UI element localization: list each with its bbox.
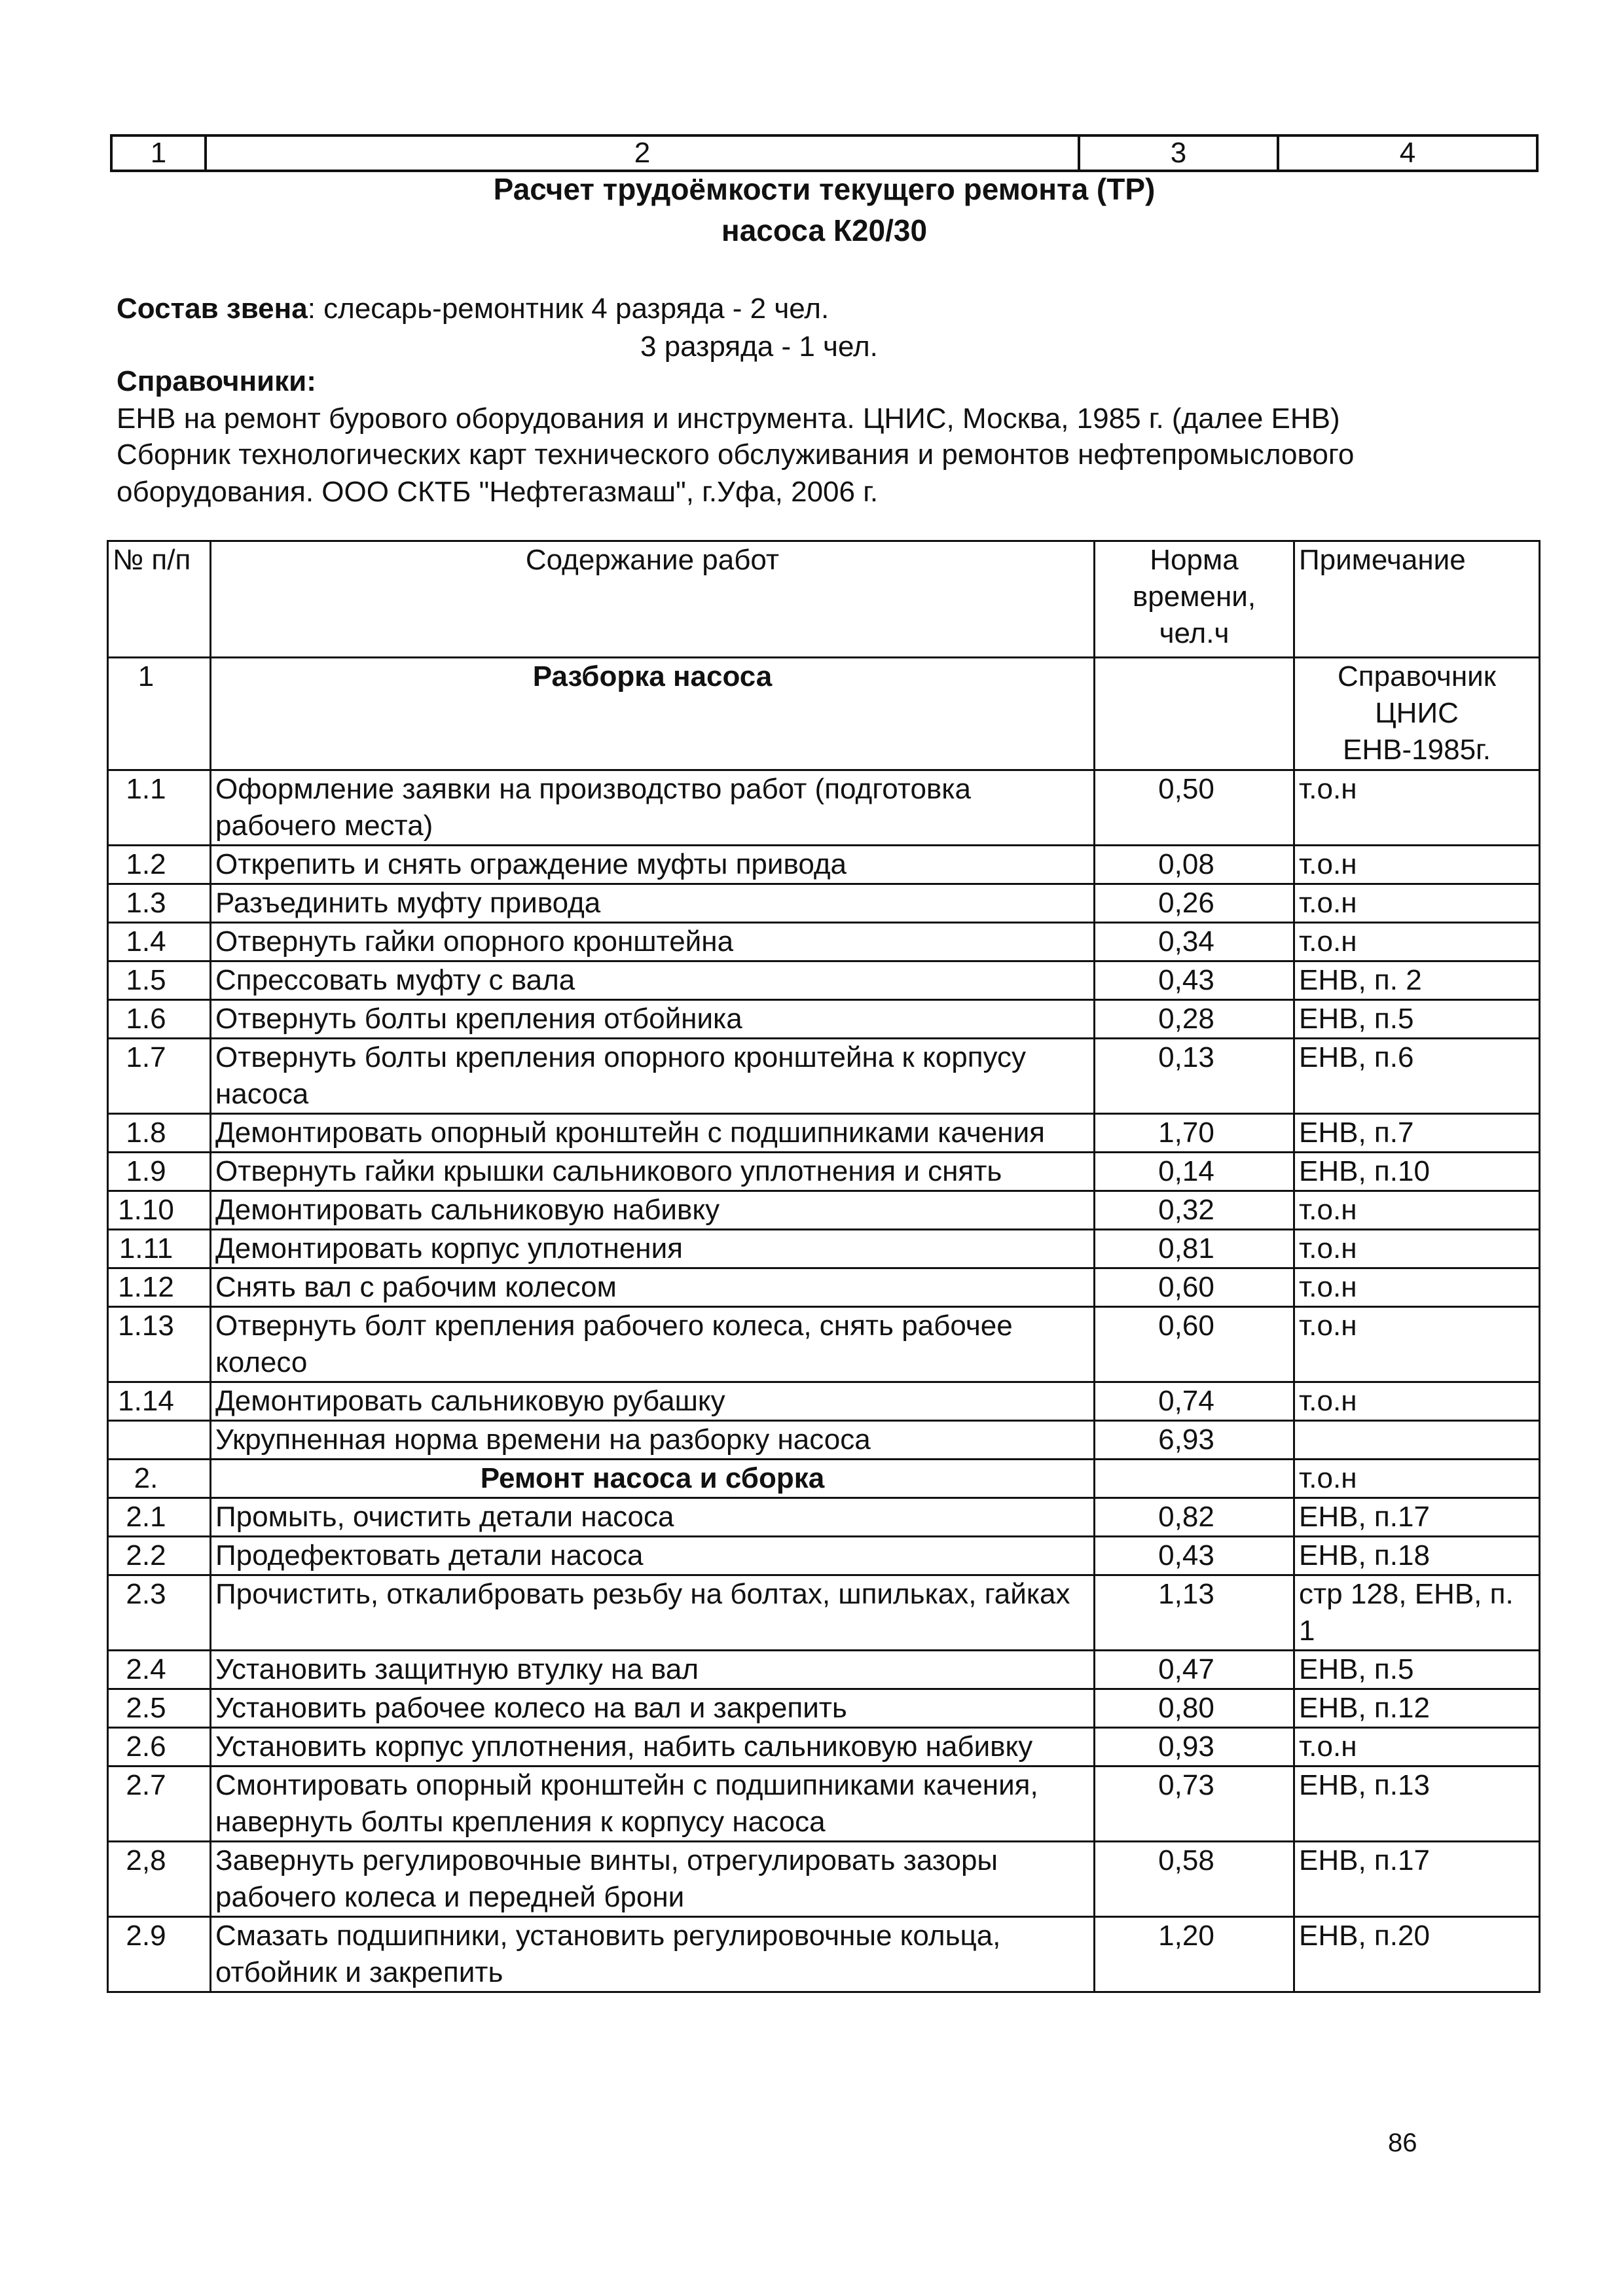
- row-work: Отвернуть болты крепления отбойника: [211, 1000, 1095, 1039]
- row-work: Открепить и снять ограждение муфты привода: [211, 846, 1095, 884]
- row-work: Снять вал с рабочим колесом: [211, 1268, 1095, 1307]
- row-number: 1.13: [108, 1307, 211, 1382]
- row-work: Смазать подшипники, установить регулировочные кольца, отбойник и закрепить: [211, 1917, 1095, 1992]
- row-norm: 0,47: [1095, 1651, 1294, 1689]
- row-work: Смонтировать опорный кронштейн с подшипниками качения, навернуть болты крепления к корпусу насоса: [211, 1767, 1095, 1842]
- row-note: ЕНВ, п.17: [1294, 1842, 1540, 1917]
- table-row: [108, 1230, 1540, 1268]
- labor-table: [107, 540, 1541, 1993]
- column-number-3: 3: [1079, 135, 1278, 171]
- column-number-1: 1: [111, 135, 206, 171]
- section-2-note: т.о.н: [1294, 1460, 1540, 1498]
- section-1-title: Разборка насоса: [211, 658, 1095, 770]
- row-norm: 0,58: [1095, 1842, 1294, 1917]
- table-row: [108, 923, 1540, 961]
- row-norm: 0,60: [1095, 1307, 1294, 1382]
- table-row: [108, 846, 1540, 884]
- row-norm: 0,34: [1095, 923, 1294, 961]
- row-note: т.о.н: [1294, 884, 1540, 923]
- row-norm: 0,80: [1095, 1689, 1294, 1728]
- row-number: [108, 1421, 211, 1460]
- table-row: [108, 1767, 1540, 1842]
- row-norm: 1,13: [1095, 1575, 1294, 1651]
- row-norm: 0,73: [1095, 1767, 1294, 1842]
- header-no: № п/п: [108, 541, 211, 658]
- row-work: Завернуть регулировочные винты, отрегулировать зазоры рабочего колеса и передней брони: [211, 1842, 1095, 1917]
- row-note: ЕНВ, п.5: [1294, 1651, 1540, 1689]
- table-row: [108, 1114, 1540, 1153]
- row-note: ЕНВ, п.7: [1294, 1114, 1540, 1153]
- row-note: стр 128, ЕНВ, п. 1: [1294, 1575, 1540, 1651]
- row-note: ЕНВ, п. 2: [1294, 961, 1540, 1000]
- crew-text-1: : слесарь-ремонтник 4 разряда - 2 чел.: [307, 293, 830, 325]
- row-norm: 0,13: [1095, 1039, 1294, 1114]
- row-note: т.о.н: [1294, 1268, 1540, 1307]
- row-number: 2.4: [108, 1651, 211, 1689]
- document-title: Расчет трудоёмкости текущего ремонта (ТР): [493, 172, 1156, 206]
- row-number: 1.10: [108, 1191, 211, 1230]
- table-row: [108, 1268, 1540, 1307]
- row-norm: 0,43: [1095, 1537, 1294, 1575]
- references-line-2: Сборник технологических карт технического обслуживания и ремонтов нефтепромыслового: [117, 439, 1355, 471]
- row-norm: 0,32: [1095, 1191, 1294, 1230]
- section-2-rows: [108, 1498, 1540, 1992]
- row-number: 1.12: [108, 1268, 211, 1307]
- row-note: ЕНВ, п.5: [1294, 1000, 1540, 1039]
- row-work: Укрупненная норма времени на разборку насоса: [211, 1421, 1095, 1460]
- row-number: 1.6: [108, 1000, 211, 1039]
- row-norm: 0,14: [1095, 1153, 1294, 1191]
- column-number-4: 4: [1278, 135, 1537, 171]
- header-norm: [1095, 541, 1294, 658]
- column-number-2: 2: [206, 135, 1079, 171]
- row-number: 1.9: [108, 1153, 211, 1191]
- row-number: 1.11: [108, 1230, 211, 1268]
- row-number: 1.14: [108, 1382, 211, 1421]
- row-note: ЕНВ, п.12: [1294, 1689, 1540, 1728]
- row-work: Прочистить, откалибровать резьбу на болтах, шпильках, гайках: [211, 1575, 1095, 1651]
- row-work: Продефектовать детали насоса: [211, 1537, 1095, 1575]
- row-work: Отвернуть гайки крышки сальникового уплотнения и снять: [211, 1153, 1095, 1191]
- row-norm: 0,26: [1095, 884, 1294, 923]
- row-work: Отвернуть болты крепления опорного кронштейна к корпусу насоса: [211, 1039, 1095, 1114]
- row-note: ЕНВ, п.6: [1294, 1039, 1540, 1114]
- row-number: 2.2: [108, 1537, 211, 1575]
- table-row: [108, 1728, 1540, 1767]
- section-2-title: Ремонт насоса и сборка: [211, 1460, 1095, 1498]
- row-number: 1.4: [108, 923, 211, 961]
- row-norm: 1,20: [1095, 1917, 1294, 1992]
- section-row-2: [108, 1460, 1540, 1498]
- column-number-header: [110, 134, 1539, 172]
- row-work: Демонтировать сальниковую рубашку: [211, 1382, 1095, 1421]
- row-note: т.о.н: [1294, 770, 1540, 846]
- section-1-note-line-1: Справочник: [1338, 660, 1496, 692]
- row-note: [1294, 1421, 1540, 1460]
- table-row: [108, 1498, 1540, 1537]
- table-row: [108, 884, 1540, 923]
- row-number: 2.7: [108, 1767, 211, 1842]
- row-work: Установить корпус уплотнения, набить сальниковую набивку: [211, 1728, 1095, 1767]
- table-row: [108, 1382, 1540, 1421]
- row-number: 1.2: [108, 846, 211, 884]
- section-2-no: 2.: [108, 1460, 211, 1498]
- row-number: 1.1: [108, 770, 211, 846]
- section-2-norm: [1095, 1460, 1294, 1498]
- row-norm: 0,82: [1095, 1498, 1294, 1537]
- crew-line-1: [117, 293, 829, 325]
- row-note: ЕНВ, п.10: [1294, 1153, 1540, 1191]
- table-row: [108, 1651, 1540, 1689]
- row-norm: 0,08: [1095, 846, 1294, 884]
- references-label: Справочники:: [117, 365, 316, 397]
- section-1-note: [1294, 658, 1540, 770]
- table-row: [108, 1537, 1540, 1575]
- row-note: ЕНВ, п.13: [1294, 1767, 1540, 1842]
- row-work: Оформление заявки на производство работ (подготовка рабочего места): [211, 770, 1095, 846]
- table-row: [108, 1575, 1540, 1651]
- row-note: т.о.н: [1294, 846, 1540, 884]
- table-row: [108, 1689, 1540, 1728]
- table-row: [108, 1917, 1540, 1992]
- references-line-3: оборудования. ООО СКТБ "Нефтегазмаш", г.Уфа, 2006 г.: [117, 476, 879, 508]
- table-row: [108, 770, 1540, 846]
- table-row: [108, 1000, 1540, 1039]
- section-1-note-line-2: ЦНИС: [1375, 697, 1459, 729]
- table-header-row: [108, 541, 1540, 658]
- crew-label: Состав звена: [117, 293, 308, 325]
- crew-line-2: 3 разряда - 1 чел.: [640, 331, 878, 363]
- header-norm-line-2: времени,: [1132, 581, 1256, 613]
- row-norm: 0,50: [1095, 770, 1294, 846]
- section-row-1: [108, 658, 1540, 770]
- table-row: [108, 1039, 1540, 1114]
- section-1-note-line-3: ЕНВ-1985г.: [1343, 734, 1491, 766]
- section-1-rows: [108, 770, 1540, 1460]
- row-number: 2.6: [108, 1728, 211, 1767]
- table-row: [108, 1421, 1540, 1460]
- section-1-no: 1: [108, 658, 211, 770]
- row-note: ЕНВ, п.17: [1294, 1498, 1540, 1537]
- row-work: Промыть, очистить детали насоса: [211, 1498, 1095, 1537]
- row-note: т.о.н: [1294, 1382, 1540, 1421]
- row-norm: 0,28: [1095, 1000, 1294, 1039]
- table-row: [108, 1842, 1540, 1917]
- section-1-norm: [1095, 658, 1294, 770]
- row-note: ЕНВ, п.20: [1294, 1917, 1540, 1992]
- table-row: [108, 1153, 1540, 1191]
- table-row: [108, 961, 1540, 1000]
- row-number: 2.1: [108, 1498, 211, 1537]
- row-note: т.о.н: [1294, 923, 1540, 961]
- row-work: Демонтировать опорный кронштейн с подшипниками качения: [211, 1114, 1095, 1153]
- row-number: 1.5: [108, 961, 211, 1000]
- row-norm: 6,93: [1095, 1421, 1294, 1460]
- header-norm-line-3: чел.ч: [1159, 617, 1230, 649]
- row-norm: 0,74: [1095, 1382, 1294, 1421]
- references-line-1: ЕНВ на ремонт бурового оборудования и инструмента. ЦНИС, Москва, 1985 г. (далее ЕНВ): [117, 403, 1340, 435]
- row-work: Отвернуть гайки опорного кронштейна: [211, 923, 1095, 961]
- header-norm-line-1: Норма: [1150, 544, 1239, 576]
- row-norm: 0,93: [1095, 1728, 1294, 1767]
- header-work: Содержание работ: [211, 541, 1095, 658]
- row-norm: 0,43: [1095, 961, 1294, 1000]
- row-work: Демонтировать корпус уплотнения: [211, 1230, 1095, 1268]
- row-norm: 0,81: [1095, 1230, 1294, 1268]
- row-number: 2.3: [108, 1575, 211, 1651]
- row-norm: 0,60: [1095, 1268, 1294, 1307]
- header-note: Примечание: [1294, 541, 1540, 658]
- row-work: Демонтировать сальниковую набивку: [211, 1191, 1095, 1230]
- table-row: [108, 1307, 1540, 1382]
- row-number: 1.7: [108, 1039, 211, 1114]
- row-number: 1.8: [108, 1114, 211, 1153]
- row-work: Установить защитную втулку на вал: [211, 1651, 1095, 1689]
- row-note: т.о.н: [1294, 1307, 1540, 1382]
- row-note: ЕНВ, п.18: [1294, 1537, 1540, 1575]
- row-number: 2.5: [108, 1689, 211, 1728]
- row-norm: 1,70: [1095, 1114, 1294, 1153]
- row-note: т.о.н: [1294, 1728, 1540, 1767]
- row-work: Спрессовать муфту с вала: [211, 961, 1095, 1000]
- row-number: 2.9: [108, 1917, 211, 1992]
- row-number: 1.3: [108, 884, 211, 923]
- document-subtitle: насоса К20/30: [721, 213, 928, 247]
- row-work: Установить рабочее колесо на вал и закрепить: [211, 1689, 1095, 1728]
- row-note: т.о.н: [1294, 1191, 1540, 1230]
- table-row: [108, 1191, 1540, 1230]
- row-work: Разъединить муфту привода: [211, 884, 1095, 923]
- page-number: 86: [1388, 2128, 1417, 2157]
- row-note: т.о.н: [1294, 1230, 1540, 1268]
- row-work: Отвернуть болт крепления рабочего колеса, снять рабочее колесо: [211, 1307, 1095, 1382]
- row-number: 2,8: [108, 1842, 211, 1917]
